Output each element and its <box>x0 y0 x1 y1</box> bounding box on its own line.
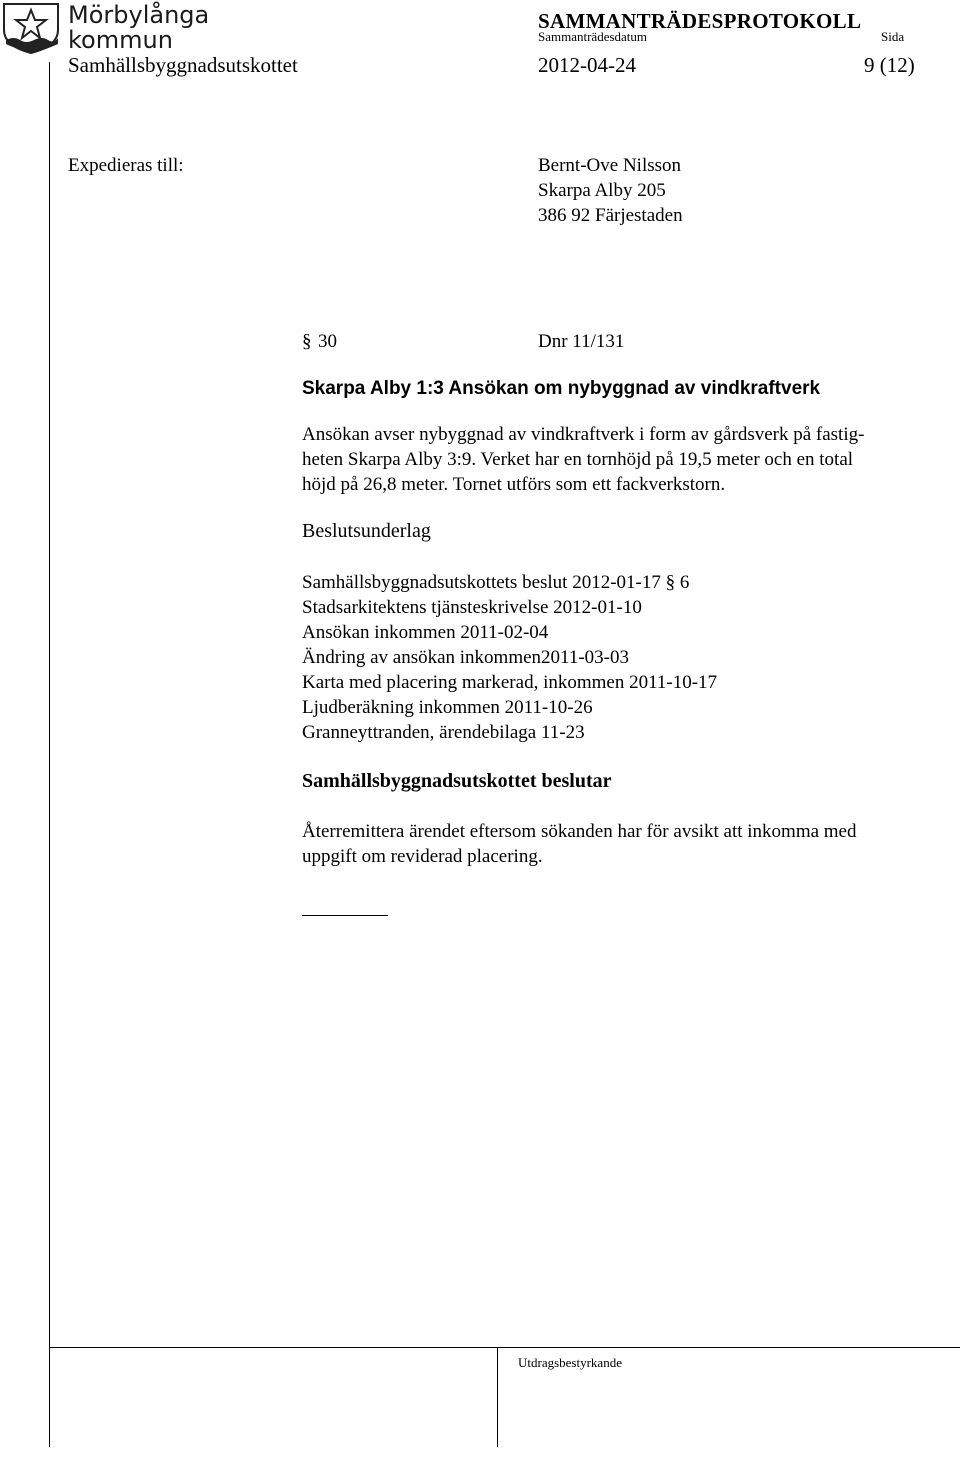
page-number: 9 (12) <box>864 53 915 77</box>
section-symbol: § <box>302 331 312 352</box>
end-of-section-rule <box>302 915 388 916</box>
basis-item: Stadsarkitektens tjänsteskrivelse 2012-01-10 <box>302 597 642 618</box>
footer-divider <box>497 1347 498 1447</box>
page-label: Sida <box>881 29 905 44</box>
section-number: 30 <box>318 331 337 352</box>
description-line: heten Skarpa Alby 3:9. Verket har en tornhöjd på 19,5 meter och en total <box>302 449 854 470</box>
basis-item: Karta med placering markerad, inkommen 2011-10-17 <box>302 672 718 693</box>
basis-item: Ändring av ansökan inkommen2011-03-03 <box>302 647 629 668</box>
description-line: Ansökan avser nybyggnad av vindkraftverk i form av gårdsverk på fastig- <box>302 424 865 445</box>
case-number: Dnr 11/131 <box>538 331 625 352</box>
left-margin-rule <box>49 62 50 1447</box>
decision-line: Återremittera ärendet eftersom sökanden har för avsikt att inkomma med <box>302 821 857 842</box>
certification-label: Utdragsbestyrkande <box>518 1355 622 1370</box>
description-line: höjd på 26,8 meter. Tornet utförs som ett fackverkstorn. <box>302 474 726 495</box>
basis-item: Granneyttranden, ärendebilaga 11-23 <box>302 722 585 743</box>
case-title: Skarpa Alby 1:3 Ansökan om nybyggnad av vindkraftverk <box>302 378 821 399</box>
basis-heading: Beslutsunderlag <box>302 520 431 542</box>
dispatch-label: Expedieras till: <box>68 155 184 176</box>
document-title: SAMMANTRÄDESPROTOKOLL <box>538 9 862 33</box>
decision-text <box>302 819 952 869</box>
basis-item: Ljudberäkning inkommen 2011-10-26 <box>302 697 593 718</box>
meeting-date: 2012-04-24 <box>538 53 636 77</box>
committee-name: Samhällsbyggnadsutskottet <box>68 53 298 77</box>
logo-text-line1: Mörbylånga <box>68 1 210 29</box>
meeting-date-label: Sammanträdesdatum <box>538 29 648 44</box>
logo-text-line2: kommun <box>68 26 173 54</box>
coat-of-arms-icon <box>0 0 62 54</box>
municipality-logo <box>0 0 62 54</box>
case-description <box>302 422 952 497</box>
basis-list <box>302 570 952 745</box>
dispatch-address-line: Bernt-Ove Nilsson <box>538 155 682 176</box>
footer-rule <box>49 1347 960 1348</box>
decision-line: uppgift om reviderad placering. <box>302 846 543 867</box>
decision-heading: Samhällsbyggnadsutskottet beslutar <box>302 770 612 792</box>
dispatch-address-line: 386 92 Färjestaden <box>538 205 683 226</box>
basis-item: Ansökan inkommen 2011-02-04 <box>302 622 549 643</box>
dispatch-address-line: Skarpa Alby 205 <box>538 180 666 201</box>
basis-item: Samhällsbyggnadsutskottets beslut 2012-01-17 § 6 <box>302 572 690 593</box>
